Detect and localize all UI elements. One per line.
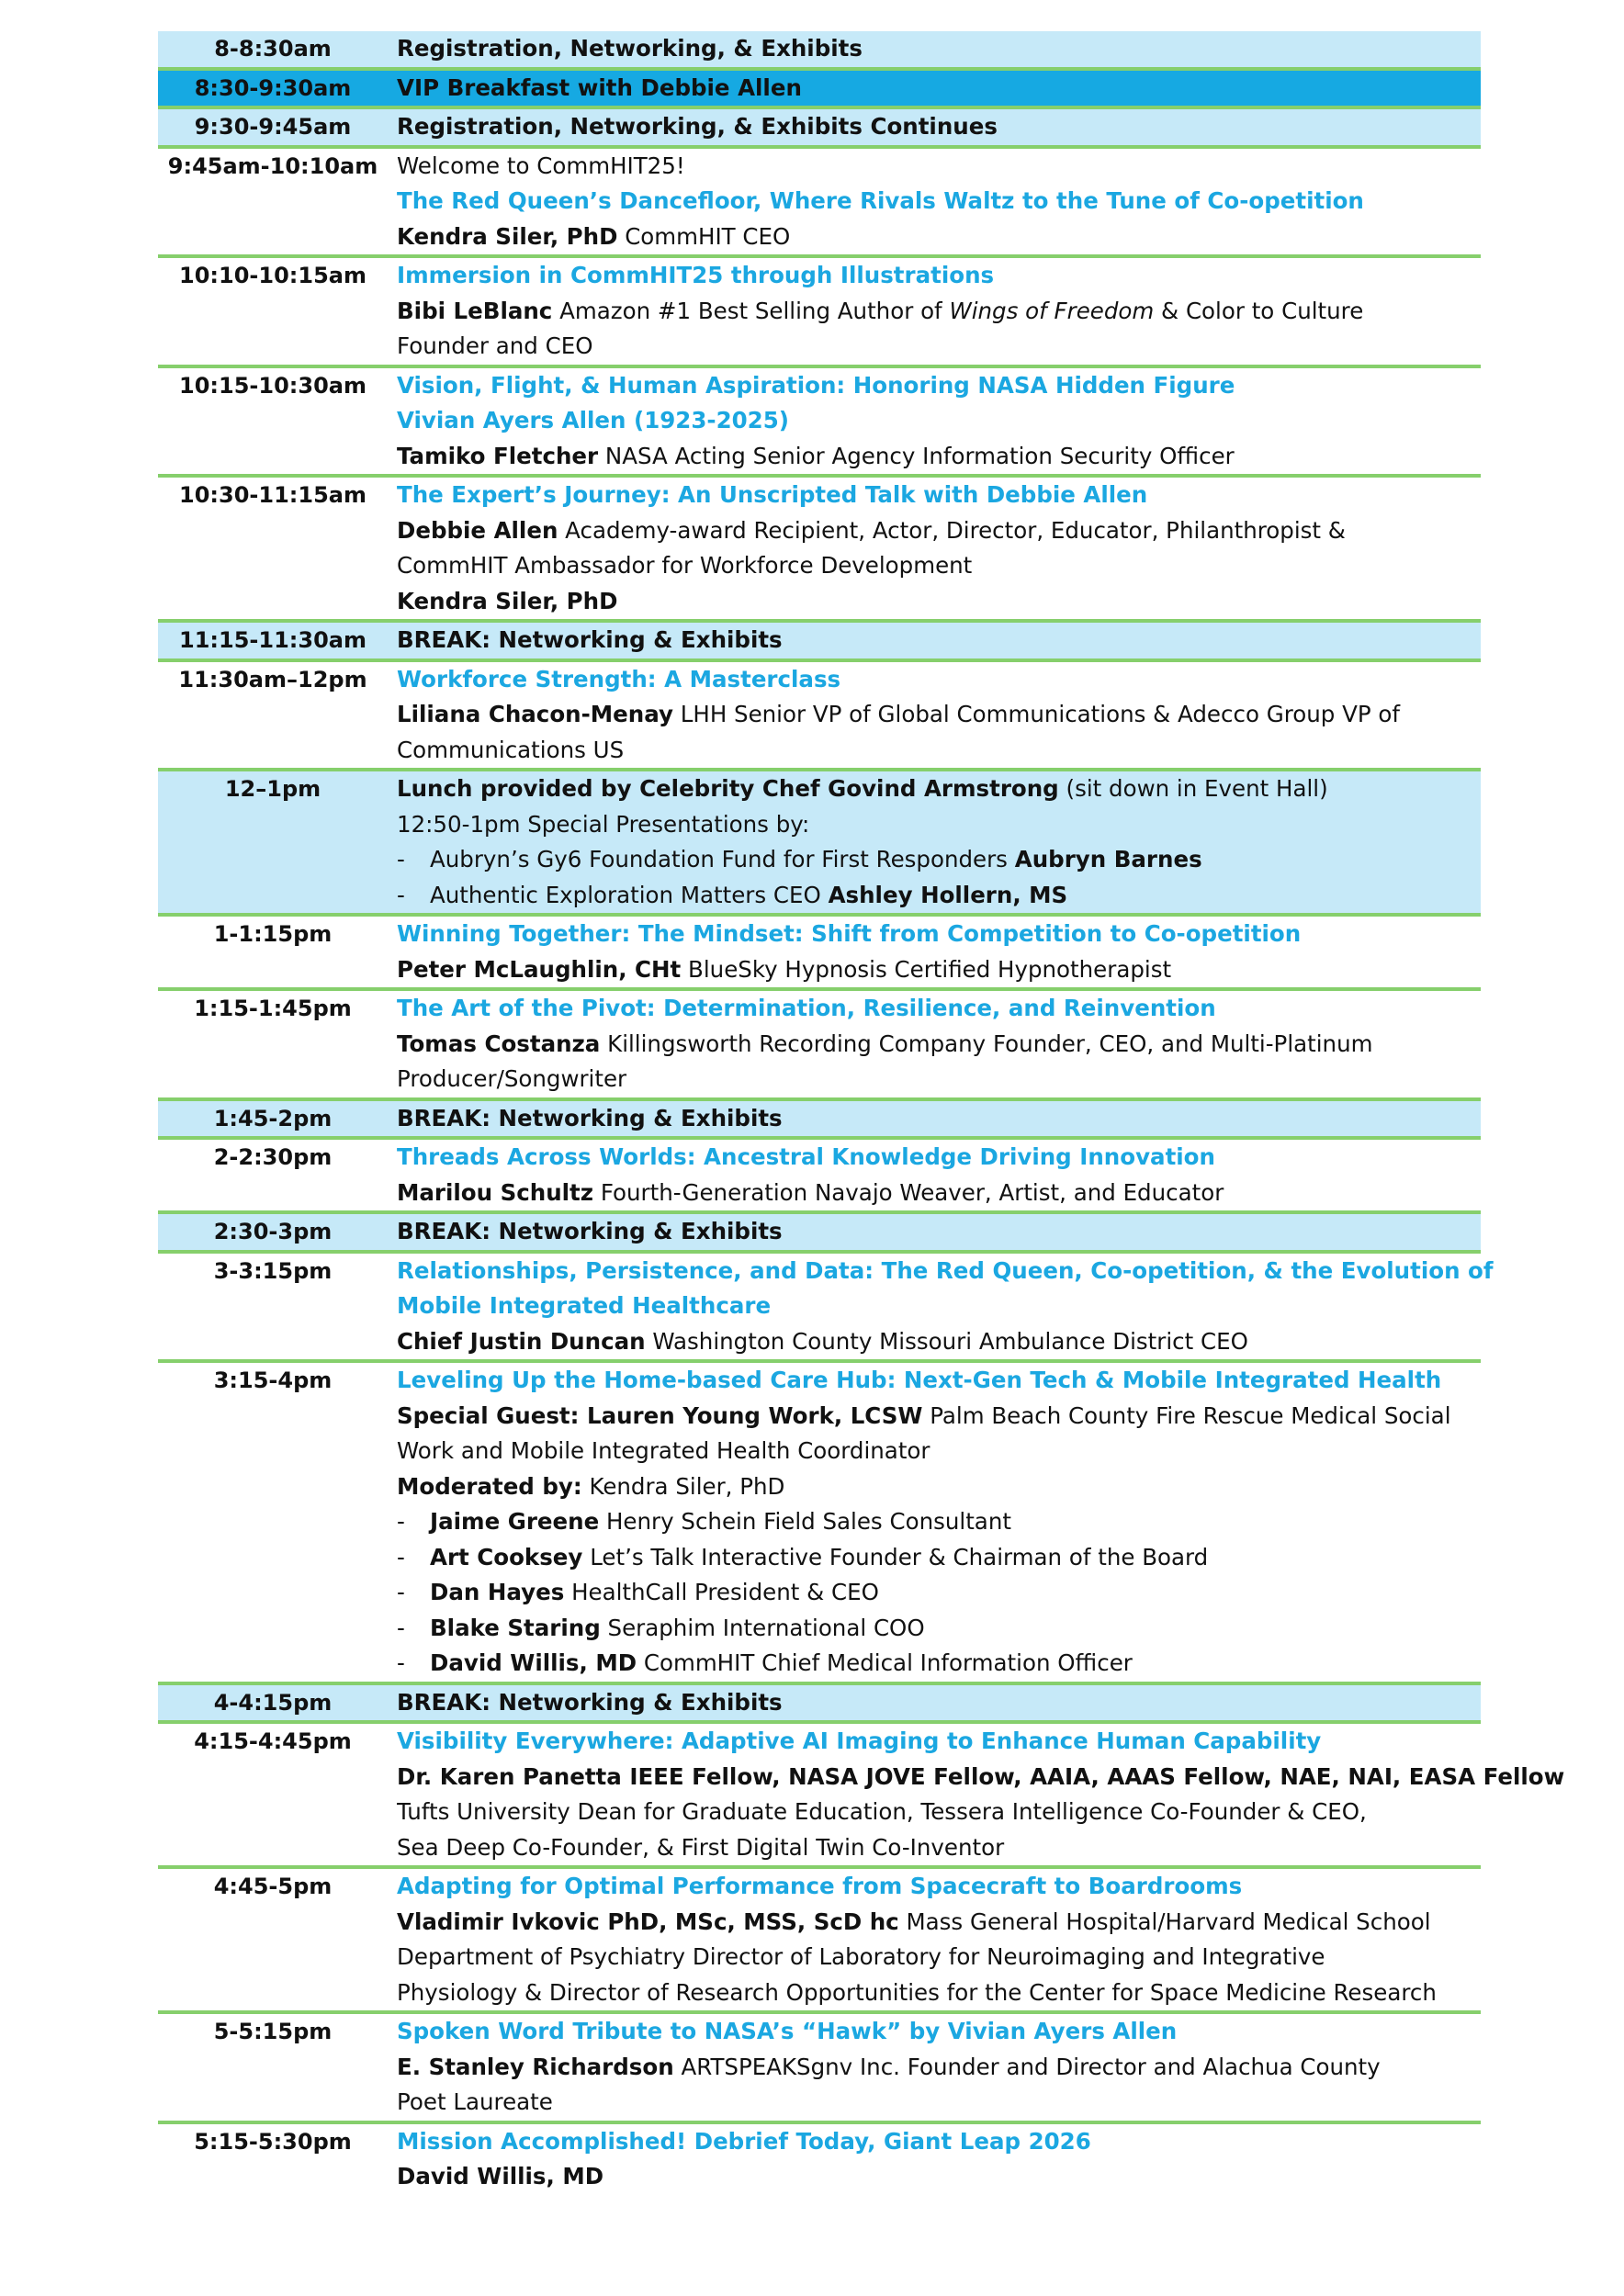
session-title: Immersion in CommHIT25 through Illustrations <box>397 262 995 288</box>
session-content <box>388 662 1481 769</box>
speaker-role: Washington County Missouri Ambulance District CEO <box>645 1327 1248 1355</box>
speaker-role: Tufts University Dean for Graduate Education, Tessera Intelligence Co-Founder & CEO, <box>397 1798 1367 1825</box>
panelist-role: CommHIT Chief Medical Information Officer <box>637 1649 1133 1676</box>
speaker-name: Vladimir Ivkovic PhD, MSc, MSS, ScD hc <box>397 1908 899 1935</box>
dash-bullet: - <box>397 1649 405 1676</box>
agenda-row <box>158 368 1481 478</box>
speaker-name: David Willis, MD <box>397 2163 604 2189</box>
dash-bullet: - <box>397 846 405 872</box>
speaker-role-cont: Founder and CEO <box>397 332 593 359</box>
time-slot: 10:30-11:15am <box>179 482 367 508</box>
speaker-name: Tomas Costanza <box>397 1030 601 1057</box>
list-item-text: Authentic Exploration Matters CEO <box>430 881 829 908</box>
speaker-name: Marilou Schultz <box>397 1178 594 1206</box>
speaker-line <box>397 952 1475 988</box>
session-title: Registration, Networking, & Exhibits Continues <box>397 113 998 140</box>
speaker-line <box>397 439 1475 475</box>
speaker-role: Mass General Hospital/Harvard Medical School <box>898 1908 1431 1935</box>
panelist-role: Let’s Talk Interactive Founder & Chairman of the Board <box>582 1543 1209 1570</box>
time-slot: 9:30-9:45am <box>194 114 352 140</box>
agenda-row <box>158 1363 1481 1685</box>
session-title-cont: Mobile Integrated Healthcare <box>397 1292 772 1319</box>
speaker-role: CommHIT CEO <box>617 222 791 250</box>
time-slot: 12–1pm <box>224 776 321 802</box>
moderator-label: Moderated by: <box>397 1472 582 1500</box>
speaker-role: LHH Senior VP of Global Communications & Adecco Group VP of <box>672 701 1401 727</box>
time-slot: 3:15-4pm <box>213 1367 333 1393</box>
session-title: Lunch provided by Celebrity Chef Govind Armstrong <box>397 775 1059 802</box>
session-content <box>388 1363 1481 1682</box>
dash-bullet: - <box>397 881 405 908</box>
time-slot: 1:15-1:45pm <box>194 996 352 1021</box>
session-content <box>388 2124 1481 2195</box>
speaker-role-cont: Work and Mobile Integrated Health Coordinator <box>397 1437 930 1464</box>
agenda-row <box>158 2124 1481 2195</box>
agenda-row <box>158 771 1481 917</box>
speaker-name: Peter McLaughlin, CHt <box>397 955 682 983</box>
dash-bullet: - <box>397 1543 405 1570</box>
panelist-name: Art Cooksey <box>430 1543 583 1570</box>
speaker-line <box>397 1176 1475 1211</box>
speaker-line <box>397 513 1475 549</box>
presentations-heading: 12:50-1pm Special Presentations by: <box>397 810 810 838</box>
session-content <box>388 368 1481 475</box>
panelist-name: Blake Staring <box>430 1614 601 1641</box>
speaker-line <box>397 294 1475 330</box>
list-item <box>397 842 1475 878</box>
session-content <box>388 991 1481 1097</box>
session-content <box>388 31 1481 67</box>
agenda-row <box>158 2014 1481 2124</box>
session-title: Relationships, Persistence, and Data: The Red Queen, Co-opetition, & the Evolution of <box>397 1256 1494 1284</box>
speaker-role-cont: Physiology & Director of Research Opportunities for the Center for Space Medicine Research <box>397 1978 1437 2006</box>
speaker-role: ARTSPEAKSgnv Inc. Founder and Director and Alachua County <box>673 2053 1381 2080</box>
time-slot: 4:15-4:45pm <box>194 1728 352 1754</box>
session-content <box>388 2014 1481 2121</box>
agenda-row <box>158 258 1481 368</box>
speaker-line <box>397 1905 1475 1941</box>
session-content <box>388 1140 1481 1210</box>
panelist-name: Jaime Greene <box>430 1508 600 1535</box>
agenda-row <box>158 109 1481 149</box>
speaker-line <box>397 1399 1475 1435</box>
speaker-role-cont: Sea Deep Co-Founder, & First Digital Twin Co-Inventor <box>397 1833 1005 1861</box>
session-title: Visibility Everywhere: Adaptive AI Imaging to Enhance Human Capability <box>397 1728 1322 1754</box>
session-content <box>388 478 1481 619</box>
time-slot: 8-8:30am <box>214 36 332 62</box>
session-title: Spoken Word Tribute to NASA’s “Hawk” by Vivian Ayers Allen <box>397 2018 1178 2044</box>
time-slot: 2-2:30pm <box>213 1144 333 1170</box>
lunch-line <box>397 771 1475 807</box>
speaker-line <box>397 1324 1494 1360</box>
agenda-row <box>158 478 1481 623</box>
speaker-name: Dr. Karen Panetta IEEE Fellow, NASA JOVE Fellow, AAIA, AAAS Fellow, NAE, NAI, EASA Fellow <box>397 1762 1565 1790</box>
speaker-line <box>397 1027 1475 1063</box>
speaker-name: E. Stanley Richardson <box>397 2053 674 2080</box>
session-title: Vision, Flight, & Human Aspiration: Honoring NASA Hidden Figure <box>397 371 1235 399</box>
session-title-cont: Vivian Ayers Allen (1923-2025) <box>397 407 789 433</box>
session-title: Winning Together: The Mindset: Shift from Competition to Co-opetition <box>397 920 1302 947</box>
session-content <box>388 1685 1481 1721</box>
panelist-role: Seraphim International COO <box>600 1614 925 1641</box>
panelist-item <box>397 1646 1475 1682</box>
speaker-role: BlueSky Hypnosis Certified Hypnotherapist <box>681 955 1172 983</box>
time-slot: 5-5:15pm <box>213 2019 333 2044</box>
speaker-role: Amazon #1 Best Selling Author of <box>552 297 950 324</box>
speaker-role-cont: CommHIT Ambassador for Workforce Development <box>397 552 973 579</box>
time-slot: 10:15-10:30am <box>179 372 367 399</box>
speaker-line <box>397 219 1475 255</box>
speaker-name: Kendra Siler, PhD <box>397 222 618 250</box>
time-slot: 1:45-2pm <box>213 1105 333 1131</box>
speaker-line <box>397 2050 1475 2086</box>
panelist-item <box>397 1611 1475 1647</box>
agenda-row <box>158 1214 1481 1254</box>
agenda-row <box>158 149 1481 259</box>
session-title: Threads Across Worlds: Ancestral Knowledge Driving Innovation <box>397 1143 1215 1170</box>
session-title: Registration, Networking, & Exhibits <box>397 35 863 62</box>
session-content <box>388 771 1481 913</box>
time-slot: 5:15-5:30pm <box>194 2128 352 2155</box>
session-title: BREAK: Networking & Exhibits <box>397 1104 783 1131</box>
dash-bullet: - <box>397 1614 405 1641</box>
agenda-row <box>158 991 1481 1101</box>
session-title: Adapting for Optimal Performance from Spacecraft to Boardrooms <box>397 1873 1243 1899</box>
speaker-role-cont: Poet Laureate <box>397 2088 553 2115</box>
time-slot: 4:45-5pm <box>213 1874 333 1899</box>
session-title: BREAK: Networking & Exhibits <box>397 1688 783 1716</box>
time-slot: 9:45am-10:10am <box>167 152 378 179</box>
agenda-row <box>158 1140 1481 1214</box>
panelist-item <box>397 1504 1475 1540</box>
panelist-name: David Willis, MD <box>430 1649 637 1676</box>
speaker-role-cont: Communications US <box>397 736 625 763</box>
agenda-row <box>158 1101 1481 1141</box>
speaker-name: Chief Justin Duncan <box>397 1327 646 1355</box>
session-title: The Red Queen’s Dancefloor, Where Rivals Waltz to the Tune of Co-opetition <box>397 187 1364 214</box>
agenda-row <box>158 662 1481 772</box>
agenda-row <box>158 1685 1481 1725</box>
session-content <box>388 917 1481 987</box>
speaker-role-cont: Department of Psychiatry Director of Laboratory for Neuroimaging and Integrative <box>397 1943 1325 1970</box>
session-title: Mission Accomplished! Debrief Today, Giant Leap 2026 <box>397 2127 1091 2155</box>
list-item <box>397 878 1475 914</box>
panelist-item <box>397 1540 1475 1576</box>
time-slot: 2:30-3pm <box>213 1219 333 1244</box>
moderator-name: Kendra Siler, PhD <box>581 1472 785 1500</box>
session-title: BREAK: Networking & Exhibits <box>397 1218 783 1244</box>
agenda-row <box>158 71 1481 110</box>
panelist-role: HealthCall President & CEO <box>564 1579 879 1605</box>
speaker-role: Killingsworth Recording Company Founder, CEO, and Multi-Platinum <box>600 1030 1373 1057</box>
panelist-item <box>397 1575 1475 1611</box>
agenda-row <box>158 1254 1494 1364</box>
session-title: The Expert’s Journey: An Unscripted Talk with Debbie Allen <box>397 481 1148 508</box>
session-content <box>388 109 1481 145</box>
speaker-name: Kendra Siler, PhD <box>397 587 618 614</box>
time-slot: 1-1:15pm <box>213 921 333 947</box>
speaker-name: Tamiko Fletcher <box>397 442 599 469</box>
session-content <box>388 71 1481 107</box>
session-content <box>388 149 1481 255</box>
speaker-name: Bibi LeBlanc <box>397 297 553 324</box>
speaker-role: Palm Beach County Fire Rescue Medical Social <box>922 1401 1451 1429</box>
book-title: Wings of Freedom <box>949 297 1155 324</box>
session-content <box>388 258 1481 365</box>
agenda-row <box>158 31 1481 71</box>
session-content <box>388 1724 1570 1865</box>
moderator-line <box>397 1469 1475 1505</box>
time-slot: 8:30-9:30am <box>194 74 352 101</box>
session-content <box>388 1214 1481 1250</box>
list-item-text: Aubryn’s Gy6 Foundation Fund for First Responders <box>430 846 1015 872</box>
session-note: (sit down in Event Hall) <box>1058 775 1328 802</box>
session-title: Leveling Up the Home-based Care Hub: Next-Gen Tech & Mobile Integrated Health <box>397 1367 1442 1393</box>
dash-bullet: - <box>397 1508 405 1535</box>
speaker-name: Debbie Allen <box>397 516 558 544</box>
speaker-role-cont: Producer/Songwriter <box>397 1065 627 1092</box>
speaker-name: Ashley Hollern, MS <box>828 881 1068 908</box>
time-slot: 10:10-10:15am <box>179 263 367 288</box>
panelist-role: Henry Schein Field Sales Consultant <box>599 1508 1011 1535</box>
time-slot: 3-3:15pm <box>213 1257 333 1284</box>
agenda-table <box>158 31 1565 2195</box>
speaker-name: Liliana Chacon-Menay <box>397 701 673 727</box>
speaker-role: Fourth-Generation Navajo Weaver, Artist, and Educator <box>593 1178 1224 1206</box>
session-content <box>388 1254 1499 1360</box>
session-content <box>388 1869 1481 2010</box>
session-title: The Art of the Pivot: Determination, Resilience, and Reinvention <box>397 995 1216 1021</box>
welcome-text: Welcome to CommHIT25! <box>397 152 685 179</box>
panelist-name: Dan Hayes <box>430 1579 565 1605</box>
session-content <box>388 1101 1481 1137</box>
session-content <box>388 623 1481 658</box>
speaker-line <box>397 697 1475 733</box>
agenda-row <box>158 1869 1481 2014</box>
session-title: Workforce Strength: A Masterclass <box>397 665 841 692</box>
dash-bullet: - <box>397 1579 405 1605</box>
agenda-row <box>158 1724 1565 1869</box>
speaker-name: Special Guest: Lauren Young Work, LCSW <box>397 1401 923 1429</box>
speaker-role: NASA Acting Senior Agency Information Security Officer <box>598 442 1235 469</box>
session-title: BREAK: Networking & Exhibits <box>397 626 783 653</box>
speaker-role: Academy-award Recipient, Actor, Director, Educator, Philanthropist & <box>558 516 1346 544</box>
time-slot: 11:30am–12pm <box>178 666 367 692</box>
speaker-name: Aubryn Barnes <box>1014 846 1202 872</box>
session-title: VIP Breakfast with Debbie Allen <box>397 73 802 101</box>
time-slot: 11:15-11:30am <box>179 627 367 653</box>
agenda-row <box>158 623 1481 662</box>
speaker-role: & Color to Culture <box>1154 297 1364 324</box>
agenda-row <box>158 917 1481 991</box>
time-slot: 4-4:15pm <box>213 1689 333 1716</box>
